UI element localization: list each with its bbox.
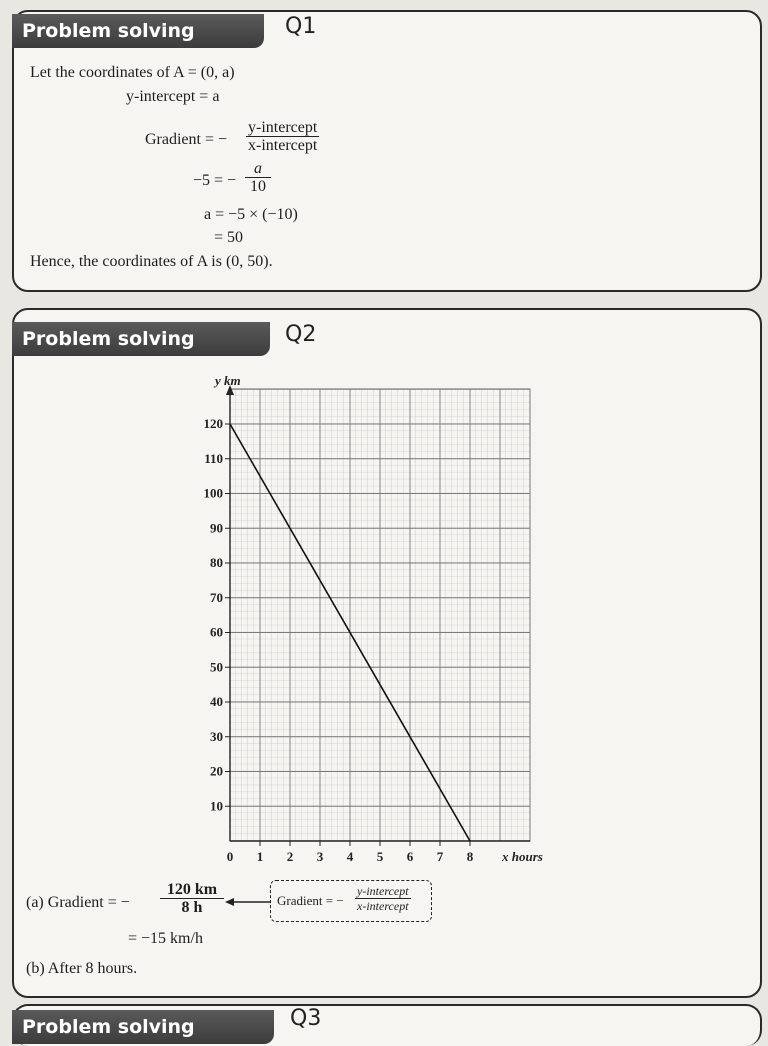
q2-a-result: = −15 km/h bbox=[128, 930, 203, 947]
chart-y-tick-label: 50 bbox=[210, 659, 223, 675]
q2-hint-label: Gradient = − bbox=[277, 893, 344, 908]
chart-y-tick-label: 80 bbox=[210, 555, 223, 570]
chart-x-tick-label: 2 bbox=[286, 849, 294, 864]
q1-step-lhs: −5 = − bbox=[193, 172, 237, 189]
q1-line1: Let the coordinates of A = (0, a) bbox=[30, 64, 235, 81]
chart-x-tick-label: 0 bbox=[226, 849, 234, 864]
q1-step-den: 10 bbox=[250, 178, 266, 195]
q1-conclusion: Hence, the coordinates of A is (0, 50). bbox=[30, 253, 273, 270]
chart-y-tick-label: 70 bbox=[210, 589, 223, 605]
q2-banner: Problem solving bbox=[12, 322, 270, 356]
q1-line5: = 50 bbox=[214, 229, 244, 246]
q1-line4: a = −5 × (−10) bbox=[204, 206, 298, 223]
q1-gradient-num: y-intercept bbox=[248, 119, 318, 136]
chart-x-tick-label: 4 bbox=[346, 849, 354, 864]
chart-y-tick-label: 120 bbox=[203, 416, 223, 431]
chart-y-tick-label: 20 bbox=[210, 763, 223, 779]
q1-line2: y-intercept = a bbox=[126, 88, 220, 105]
chart-x-tick-label: 1 bbox=[256, 849, 264, 864]
q1-gradient-label: Gradient = − bbox=[145, 131, 228, 148]
chart-y-tick-label: 40 bbox=[210, 694, 223, 709]
q2-a-num: 120 km bbox=[160, 882, 224, 899]
arrow-left-icon bbox=[225, 896, 275, 908]
q3-tag: Q3 bbox=[290, 1006, 322, 1031]
q2-b-text: (b) After 8 hours. bbox=[26, 960, 138, 977]
chart-y-axis-label: y km bbox=[215, 373, 241, 388]
chart-x-tick-label: 7 bbox=[436, 849, 444, 864]
chart-x-tick-label: 5 bbox=[376, 849, 384, 864]
q1-tag: Q1 bbox=[285, 14, 317, 39]
q2-hint-den: x-intercept bbox=[357, 899, 409, 913]
chart-y-tick-label: 10 bbox=[210, 798, 223, 814]
chart-x-tick-label: 8 bbox=[466, 849, 474, 864]
q1-step-num: a bbox=[245, 161, 271, 178]
q2-a-fraction bbox=[160, 882, 224, 917]
q2-a-den: 8 h bbox=[181, 899, 203, 916]
q2-hint-num: y-intercept bbox=[357, 884, 409, 898]
chart-y-tick-label: 30 bbox=[210, 728, 223, 744]
q2-hint-box bbox=[270, 880, 432, 922]
chart-y-tick-label: 90 bbox=[210, 520, 223, 536]
chart-x-tick-label: 6 bbox=[406, 849, 414, 864]
chart-x-axis-label: x hours bbox=[502, 849, 543, 864]
q2-hint-fraction bbox=[355, 885, 411, 913]
q2-tag: Q2 bbox=[285, 322, 317, 347]
q3-banner: Problem solving bbox=[12, 1010, 274, 1044]
chart-x-tick-label: 3 bbox=[316, 849, 324, 864]
chart-y-tick-label: 60 bbox=[210, 624, 223, 640]
chart-y-tick-label: 100 bbox=[203, 485, 223, 501]
q1-banner: Problem solving bbox=[12, 14, 264, 48]
q1-gradient-den: x-intercept bbox=[248, 137, 318, 154]
chart-y-tick-label: 110 bbox=[204, 450, 223, 466]
q2-a-label: (a) Gradient = − bbox=[26, 894, 130, 911]
